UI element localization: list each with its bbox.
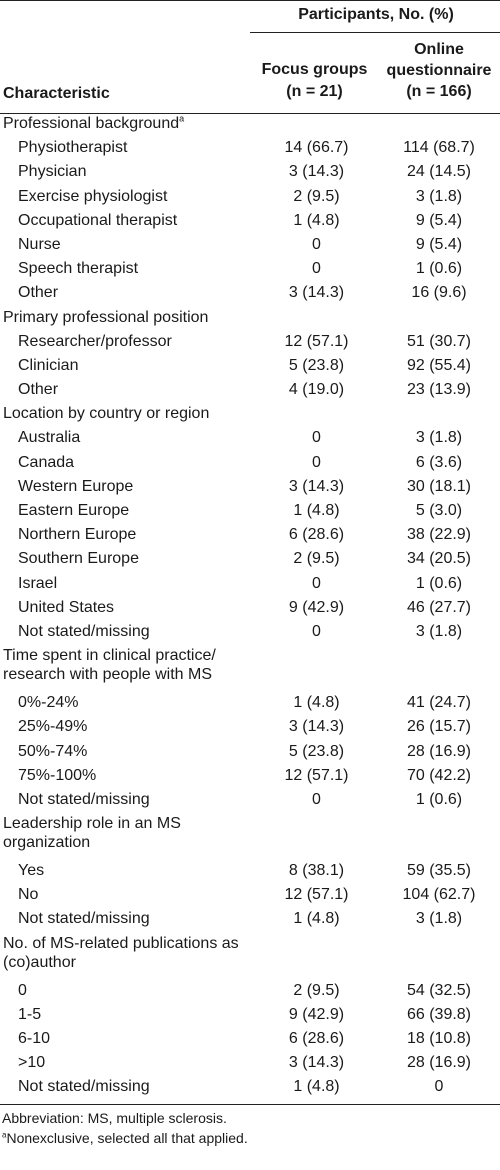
- table-row: [0, 693, 500, 717]
- table-header: [0, 1, 500, 113]
- online-questionnaire-value: 16 (9.6): [411, 284, 467, 302]
- row-label: Western Europe: [18, 477, 134, 495]
- online-questionnaire-value: 104 (62.7): [402, 886, 476, 904]
- row-label: 0%-24%: [18, 694, 79, 712]
- focus-groups-value: 0: [312, 260, 321, 278]
- table-row: [0, 717, 500, 741]
- online-questionnaire-value: 1 (0.6): [415, 574, 463, 592]
- table-row: [0, 790, 500, 814]
- table-row: [0, 1005, 500, 1029]
- online-questionnaire-value: 92 (55.4): [406, 356, 472, 374]
- section-row: [0, 308, 500, 332]
- row-label: >10: [18, 1054, 46, 1072]
- empty-cell: [378, 934, 500, 981]
- focus-groups-value: 1 (4.8): [293, 910, 340, 928]
- online-questionnaire-value: 0: [434, 1078, 444, 1096]
- row-label: Other: [18, 284, 59, 302]
- online-questionnaire-value: 1 (0.6): [415, 260, 463, 278]
- focus-groups-value: 0: [312, 574, 321, 592]
- section-row: [0, 404, 500, 428]
- section-title: [0, 114, 255, 138]
- table-row: [0, 861, 500, 885]
- section-row: [0, 114, 500, 138]
- row-label: Physician: [18, 163, 87, 181]
- table-row: [0, 162, 500, 186]
- online-questionnaire-value: 23 (13.9): [406, 381, 472, 399]
- table-row: [0, 598, 500, 622]
- online-questionnaire-value: 18 (10.8): [406, 1030, 472, 1047]
- empty-cell: [255, 646, 378, 693]
- bottom-rule: [0, 1104, 500, 1105]
- section-title-text: Time spent in clinical practice/ research with people with MS: [3, 647, 216, 684]
- online-questionnaire-value: 6 (3.6): [415, 453, 463, 471]
- row-label: Southern Europe: [18, 550, 139, 568]
- focus-groups-value: 12 (57.1): [284, 332, 349, 350]
- online-questionnaire-value: 5 (3.0): [415, 502, 463, 519]
- table-row: [0, 574, 500, 598]
- row-label: Clinician: [18, 356, 79, 374]
- online-questionnaire-value: 26 (15.7): [406, 718, 472, 736]
- row-label: Not stated/missing: [18, 910, 150, 928]
- table-row: [0, 549, 500, 573]
- data-table: [0, 114, 500, 1102]
- row-label: Australia: [18, 429, 81, 447]
- table-row: [0, 1077, 500, 1101]
- empty-cell: [255, 114, 378, 138]
- section-row: [0, 646, 500, 693]
- table-row: [0, 501, 500, 525]
- row-label: 25%-49%: [18, 718, 88, 736]
- table-row: [0, 766, 500, 790]
- row-label: Eastern Europe: [18, 502, 130, 519]
- focus-groups-value: 0: [312, 235, 321, 253]
- online-questionnaire-value: 9 (5.4): [415, 235, 463, 253]
- table-row: [0, 259, 500, 283]
- online-questionnaire-value: 59 (35.5): [406, 862, 472, 880]
- row-label: 75%-100%: [18, 766, 97, 784]
- online-questionnaire-header-line: questionnaire: [386, 62, 492, 79]
- focus-groups-value: 9 (42.9): [288, 1005, 345, 1023]
- footnote-text: Nonexclusive, selected all that applied.: [6, 1129, 248, 1146]
- footnote-marker: a: [2, 1129, 7, 1139]
- row-label: 1-5: [18, 1005, 42, 1023]
- online-questionnaire-value: 1 (0.6): [415, 790, 463, 808]
- row-label: Israel: [18, 574, 58, 592]
- focus-groups-value: 3 (14.3): [288, 1054, 345, 1072]
- online-questionnaire-value: 30 (18.1): [406, 477, 472, 495]
- online-questionnaire-value: 46 (27.7): [406, 598, 472, 616]
- row-label: Speech therapist: [18, 260, 139, 278]
- row-label: 6-10: [18, 1030, 51, 1047]
- section-title-text: Primary professional position: [3, 308, 209, 326]
- table-row: [0, 187, 500, 211]
- row-label: Not stated/missing: [18, 622, 150, 640]
- online-questionnaire-value: 51 (30.7): [406, 332, 472, 350]
- focus-groups-value: 2 (9.5): [293, 550, 340, 568]
- online-questionnaire-value: 41 (24.7): [406, 694, 472, 712]
- table-row: [0, 356, 500, 380]
- table-row: [0, 283, 500, 307]
- online-questionnaire-value: 34 (20.5): [406, 550, 472, 568]
- table-row: [0, 742, 500, 766]
- online-questionnaire-value: 70 (42.2): [406, 766, 472, 784]
- focus-groups-value: 0: [312, 790, 321, 808]
- empty-cell: [255, 934, 378, 981]
- online-questionnaire-value: 3 (1.8): [415, 429, 463, 447]
- row-label: No: [18, 886, 39, 904]
- group-header-rule: [250, 32, 500, 33]
- focus-groups-value: 1 (4.8): [293, 502, 340, 519]
- table-row: [0, 525, 500, 549]
- table-row: [0, 332, 500, 356]
- table-row: [0, 885, 500, 909]
- focus-groups-value: 2 (9.5): [293, 187, 340, 205]
- empty-cell: [255, 308, 378, 332]
- online-questionnaire-value: 24 (14.5): [406, 163, 472, 181]
- online-questionnaire-value: 66 (39.8): [406, 1005, 472, 1023]
- focus-groups-value: 6 (28.6): [288, 526, 345, 544]
- table-row: [0, 622, 500, 646]
- focus-groups-value: 4 (19.0): [288, 381, 345, 399]
- row-label: Occupational therapist: [18, 211, 178, 229]
- online-questionnaire-value: 9 (5.4): [415, 211, 463, 229]
- online-questionnaire-value: 28 (16.9): [406, 1054, 472, 1072]
- section-title-text: No. of MS-related publications as (co)author: [3, 934, 239, 971]
- row-label: United States: [18, 598, 115, 616]
- online-questionnaire-value: 28 (16.9): [406, 742, 472, 760]
- footnotes: [0, 1108, 500, 1148]
- focus-groups-value: 12 (57.1): [284, 766, 349, 784]
- section-title: [0, 404, 255, 428]
- table-row: [0, 138, 500, 162]
- row-label: Not stated/missing: [18, 1078, 150, 1096]
- empty-cell: [378, 646, 500, 693]
- focus-groups-value: 14 (66.7): [284, 139, 349, 157]
- focus-groups-value: 12 (57.1): [284, 886, 349, 904]
- table-row: [0, 909, 500, 933]
- focus-groups-value: 1 (4.8): [293, 211, 340, 229]
- online-questionnaire-header: [378, 39, 500, 102]
- table-row: [0, 1029, 500, 1053]
- row-label: Yes: [18, 862, 45, 880]
- empty-cell: [378, 814, 500, 861]
- focus-groups-value: 3 (14.3): [288, 718, 345, 736]
- focus-groups-value: 2 (9.5): [293, 981, 340, 999]
- empty-cell: [378, 404, 500, 428]
- row-label: Northern Europe: [18, 526, 137, 544]
- abbreviation-note: Abbreviation: MS, multiple sclerosis.: [2, 1109, 227, 1126]
- empty-cell: [378, 114, 500, 138]
- focus-groups-value: 3 (14.3): [288, 163, 345, 181]
- table-body: [0, 114, 500, 1102]
- focus-groups-value: 9 (42.9): [288, 598, 345, 616]
- table-row: [0, 1053, 500, 1077]
- table-row: [0, 981, 500, 1005]
- group-header: Participants, No. (%): [298, 6, 454, 23]
- section-title-text: Location by country or region: [3, 405, 210, 423]
- characteristic-header: Characteristic: [3, 85, 110, 102]
- row-label: Other: [18, 381, 59, 399]
- row-label: 50%-74%: [18, 742, 88, 760]
- empty-cell: [255, 404, 378, 428]
- footnote-marker: a: [179, 113, 185, 124]
- table-row: [0, 428, 500, 452]
- focus-groups-value: 5 (23.8): [288, 742, 345, 760]
- focus-groups-value: 1 (4.8): [293, 694, 340, 712]
- section-title: [0, 934, 255, 981]
- focus-groups-header-line: Focus groups: [261, 61, 368, 78]
- focus-groups-header: [252, 59, 377, 103]
- focus-groups-header-line: (n = 21): [286, 83, 343, 100]
- table-row: [0, 477, 500, 501]
- row-label: 0: [18, 981, 27, 999]
- empty-cell: [378, 308, 500, 332]
- online-questionnaire-header-line: Online: [414, 41, 464, 58]
- row-label: Not stated/missing: [18, 790, 150, 808]
- focus-groups-value: 6 (28.6): [288, 1030, 345, 1047]
- focus-groups-value: 3 (14.3): [288, 477, 345, 495]
- section-row: [0, 934, 500, 981]
- superscript-note: [2, 1128, 500, 1148]
- online-questionnaire-value: 54 (32.5): [406, 981, 472, 999]
- table-row: [0, 453, 500, 477]
- online-questionnaire-value: 3 (1.8): [415, 910, 463, 928]
- focus-groups-value: 0: [312, 453, 321, 471]
- focus-groups-value: 8 (38.1): [288, 862, 345, 880]
- online-questionnaire-header-line: (n = 166): [406, 83, 472, 100]
- focus-groups-value: 5 (23.8): [288, 356, 345, 374]
- row-label: Exercise physiologist: [18, 187, 168, 205]
- online-questionnaire-value: 38 (22.9): [406, 526, 472, 544]
- table-row: [0, 380, 500, 404]
- section-title-text: Leadership role in an MS organization: [3, 815, 181, 852]
- focus-groups-value: 0: [312, 622, 321, 640]
- section-title: [0, 814, 255, 861]
- empty-cell: [255, 814, 378, 861]
- online-questionnaire-value: 3 (1.8): [415, 187, 463, 205]
- row-label: Physiotherapist: [18, 139, 128, 157]
- row-label: Canada: [18, 453, 75, 471]
- section-row: [0, 814, 500, 861]
- section-title: [0, 646, 255, 693]
- focus-groups-value: 1 (4.8): [293, 1078, 340, 1096]
- row-label: Researcher/professor: [18, 332, 172, 350]
- row-label: Nurse: [18, 235, 61, 253]
- online-questionnaire-value: 114 (68.7): [403, 139, 475, 157]
- section-title-text: Professional background: [3, 115, 180, 132]
- focus-groups-value: 3 (14.3): [288, 284, 345, 302]
- focus-groups-value: 0: [312, 429, 321, 447]
- table-row: [0, 235, 500, 259]
- section-title: [0, 308, 255, 332]
- online-questionnaire-value: 3 (1.8): [415, 622, 463, 640]
- table-row: [0, 211, 500, 235]
